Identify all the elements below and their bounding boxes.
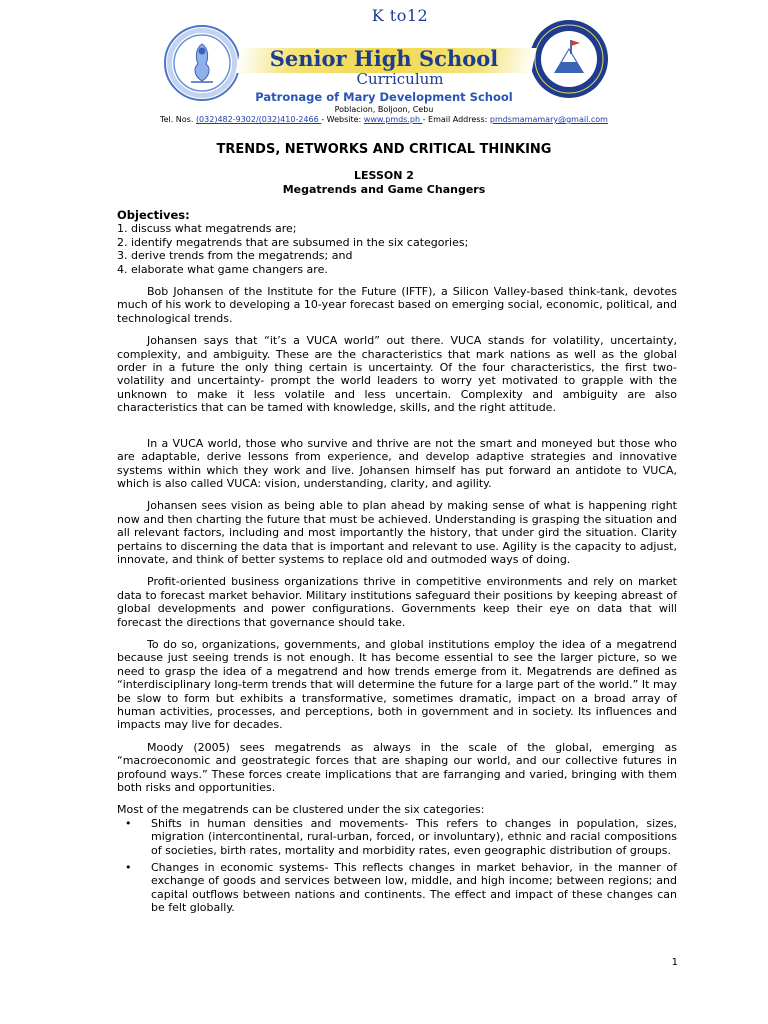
list-intro: Most of the megatrends can be clustered under the six categories: <box>117 803 485 817</box>
curriculum-label: Curriculum <box>356 70 444 88</box>
paragraph: Profit-oriented business organizations thrive in competitive environments and rely on market data to forecast market behavior. Military institutions safeguard their positions by keeping abreast of global developments and power configurations. Governments keep their eye on data that will forecast the directions that governance should take. <box>117 575 677 629</box>
paragraph: Johansen says that “it’s a VUCA world” out there. VUCA stands for volatility, uncertainty, complexity, and ambiguity. These are the characteristics that mark nations as well as the global order in a future the only thing certain is uncertainty. Of the four characteristics, the first two- volatility and uncertainty- prompt the world leaders to worry yet motivated to grapple with the unknown to make it less volatile and less uncertain. Complexity and ambiguity are also characteristics that can be tamed with knowledge, skills, and the right attitude. <box>117 334 677 415</box>
school-address: Poblacion, Boljoon, Cebu <box>334 105 434 114</box>
megatrend-categories-list <box>117 817 677 915</box>
k12-label: K to12 <box>371 6 429 25</box>
objective-item: 1. discuss what megatrends are; <box>117 222 297 236</box>
objective-item: 2. identify megatrends that are subsumed in the six categories; <box>117 235 469 249</box>
lesson-title: Megatrends and Game Changers <box>282 183 486 196</box>
email-prefix: - Email Address: <box>422 115 490 124</box>
website-prefix: - Website: <box>321 115 364 124</box>
list-item <box>125 861 677 915</box>
list-item-text: Shifts in human densities and movements- This refers to changes in population, sizes, migration (intercontinental, rural-urban, forced, or involuntary), ethnic and racial compositions of societies, birth rates, mortality and morbidity rates, even geographic distribution of groups. <box>151 816 677 857</box>
excellence-seal-logo <box>528 18 610 100</box>
contact-line <box>0 115 768 124</box>
paragraph: In a VUCA world, those who survive and thrive are not the smart and moneyed but those who are adaptable, derive lessons from experience, and develop adaptive strategies and innovative systems within which they work and live. Johansen himself has put forward an antidote to VUCA, which is also called VUCA: vision, understanding, clarity, and agility. <box>117 436 677 490</box>
bullet-icon: • <box>125 816 132 830</box>
objectives-list <box>117 222 677 276</box>
document-body <box>117 209 677 915</box>
document-title: TRENDS, NETWORKS AND CRITICAL THINKING <box>216 142 552 157</box>
paragraph: To do so, organizations, governments, and global institutions employ the idea of a megatrend because just seeing trends is not enough. It has become essential to see the larger picture, so we need to grasp the idea of a megatrend and how trends emerge from it. Megatrends are defined as “interdisciplinary long-term trends that will determine the future for a large part of the world.” It may be slow to form but exhibits a transformative, sometimes dramatic, impact on a broad array of human activities, processes, and perceptions, both in government and in society. Its influences and impacts may live for decades. <box>117 637 677 732</box>
objective-item: 3. derive trends from the megatrends; and <box>117 249 353 263</box>
paragraph: Johansen sees vision as being able to plan ahead by making sense of what is happening right now and then charting the future that must be achieved. Understanding is grasping the situation and all relevant factors, including and most importantly the history, that under gird the situation. Clarity pertains to discerning the data that is important and relevant to use. Agility is the capacity to adjust, innovate, and think of better systems to replace old and outmoded ways of doing. <box>117 499 677 566</box>
list-item-text: Changes in economic systems- This reflects changes in market behavior, in the manner of exchange of goods and services between low, middle, and high income; between regions; and capital outflows between nations and continents. The effect and impact of these changes can be felt globally. <box>151 861 677 915</box>
paragraph: Bob Johansen of the Institute for the Future (IFTF), a Silicon Valley-based think-tank, devotes much of his work to developing a 10-year forecast based on emerging social, economic, political, and technological trends. <box>117 285 677 325</box>
list-item <box>125 816 677 857</box>
paragraph: Moody (2005) sees megatrends as always in the scale of the global, emerging as “macroeconomic and geostrategic forces that are shaping our world, and our collective futures in profound ways.” These forces create implications that are farranging and varied, bringing with them both risks and opportunities. <box>117 740 677 795</box>
lesson-number: LESSON 2 <box>354 169 414 182</box>
letterhead <box>0 0 768 128</box>
tel-prefix: Tel. Nos. <box>160 115 196 124</box>
program-title: Senior High School <box>269 46 499 71</box>
email-link[interactable]: pmdsmamamary@gmail.com <box>489 115 608 124</box>
tel-numbers[interactable]: (032)482-9302/(032)410-2466 <box>195 115 322 124</box>
website-link[interactable]: www.pmds.ph <box>363 115 423 124</box>
objective-item: 4. elaborate what game changers are. <box>117 262 328 276</box>
bullet-icon: • <box>125 861 132 875</box>
page-number: 1 <box>671 957 678 968</box>
school-name: Patronage of Mary Development School <box>255 90 513 104</box>
objectives-heading: Objectives: <box>117 208 190 222</box>
